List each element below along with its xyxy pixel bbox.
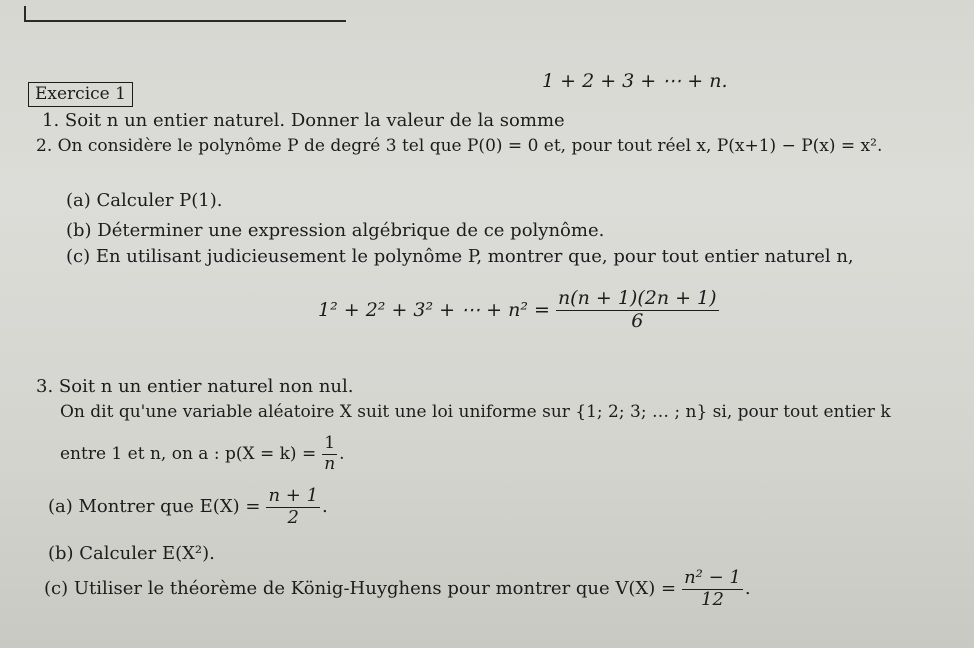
q2-b: (b) Déterminer une expression algébrique de ce polynôme.: [66, 220, 605, 241]
q1-text: 1. Soit n un entier naturel. Donner la valeur de la somme: [42, 110, 565, 131]
q3-c-numerator: n² − 1: [684, 567, 741, 588]
q3-c-denominator: 12: [701, 588, 724, 610]
q2-formula: [318, 288, 721, 333]
q2-formula-lhs: 1² + 2² + 3² + ⋯ + n² =: [318, 298, 550, 321]
q3-intro: 3. Soit n un entier naturel non nul.: [36, 376, 354, 397]
q3-definition-denominator: n: [324, 453, 336, 474]
q3-a: (a) Montrer que E(X) = $\frac{n + 1}{2}$ .: [48, 485, 328, 528]
q3-definition-fraction: [322, 434, 337, 474]
q3-c-text: (c) Utiliser le théorème de König-Huyghens pour montrer que V(X) =: [44, 578, 677, 600]
q2-formula-fraction: [556, 288, 719, 333]
q3-b: (b) Calculer E(X²).: [48, 543, 215, 564]
q3-definition-line2: entre 1 et n, on a : p(X = k) = $\frac{1}{n}$ .: [60, 433, 345, 474]
q3-c-fraction: [682, 568, 743, 610]
exercise-label: Exercice 1: [28, 82, 133, 107]
q3-a-fraction: [266, 486, 320, 528]
q3-definition-line1: On dit qu'une variable aléatoire X suit une loi uniforme sur {1; 2; 3; … ; n} si, pour tout entier k: [60, 402, 891, 422]
q3-a-text: (a) Montrer que E(X) =: [48, 496, 261, 518]
q2-c: (c) En utilisant judicieusement le polynôme P, montrer que, pour tout entier naturel n,: [66, 246, 854, 267]
q3-a-numerator: n + 1: [268, 485, 319, 506]
q3-definition-numerator: 1: [324, 433, 336, 453]
q2-formula-numerator: n(n + 1)(2n + 1): [557, 287, 717, 309]
q1-sum-expression: 1 + 2 + 3 + ⋯ + n.: [542, 70, 728, 92]
q3-c: (c) Utiliser le théorème de König-Huyghens pour montrer que V(X) = $\frac{\text{n² − 1}}{12}$ .: [44, 567, 751, 610]
q2-a: (a) Calculer P(1).: [66, 190, 223, 211]
top-rule: [24, 6, 346, 22]
q2-intro: 2. On considère le polynôme P de degré 3 tel que P(0) = 0 et, pour tout réel x, P(x+1) − P(x) = x².: [36, 136, 883, 156]
q3-a-denominator: 2: [287, 506, 299, 528]
q3-definition-text: entre 1 et n, on a : p(X = k) =: [60, 443, 317, 464]
q2-formula-denominator: 6: [631, 309, 644, 332]
